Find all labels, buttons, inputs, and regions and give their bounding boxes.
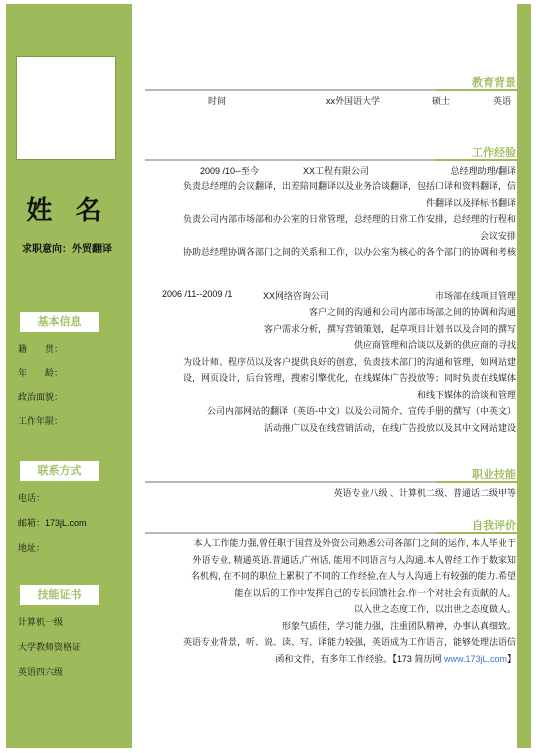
self-eval-title: 自我评价 xyxy=(472,520,516,532)
education-title: 教育背景 xyxy=(472,77,516,89)
right-accent-bar xyxy=(517,4,531,748)
section-rule-accent xyxy=(437,532,517,534)
job2-position: 市场部在线项目管理 xyxy=(434,291,516,301)
contact-title: 联系方式 xyxy=(20,461,99,481)
job2-period: 2006 /11--2009 /1 xyxy=(162,289,233,299)
work-title: 工作经验 xyxy=(472,147,516,159)
contact-phone: 电话： xyxy=(18,493,46,503)
site-link[interactable]: www.173jL.com xyxy=(443,653,507,664)
basic-info-title: 基本信息 xyxy=(20,312,99,332)
skills-title: 职业技能 xyxy=(472,469,516,481)
skills-text: 英语专业八级 、计算机二级、普通话二级甲等 xyxy=(333,488,516,498)
basic-work-years: 工作年限： xyxy=(18,416,64,426)
job-objective: 求职意向：外贸翻译 xyxy=(22,244,112,255)
basic-age: 年 龄： xyxy=(18,368,64,378)
photo-placeholder xyxy=(16,56,116,160)
job1-period: 2009 /10--至今 xyxy=(200,166,260,176)
cert-item: 英语四六级 xyxy=(18,667,64,677)
cert-item: 大学教师资格证 xyxy=(18,642,82,652)
job1-duties: 负责总经理的会议翻译，出差陪同翻译以及业务洽谈翻译，包括口译和资料翻译，信 件翻译以及择标书翻译 负责公司内部市场部和办公室的日常管理，总经理的日常工作安排，总经理的行程和 会议安排 协助总经理协调各部门之间的关系和工作，以办公室为核心的各个部门的协调和考核 xyxy=(182,181,516,257)
edu-time: 时间 xyxy=(208,96,227,106)
edu-school: xx外国语大学 xyxy=(326,96,381,106)
job2-company: XX网络咨询公司 xyxy=(263,291,330,301)
edu-major: 英语 xyxy=(493,96,512,106)
candidate-name: 姓 名 xyxy=(26,195,110,225)
basic-political: 政治面貌： xyxy=(18,392,64,402)
job1-position: 总经理助理/翻译 xyxy=(450,166,516,176)
cert-title: 技能证书 xyxy=(20,585,99,605)
job2-duties: 客户之间的沟通和公司内部市场部之间的协调和沟通 客户需求分析，撰写营销策划，起草项目计划书以及合同的撰写 供应商管理和洽谈以及新的供应商的寻找 为设计师、程序员以及客户提供良好的创意，负责技术部门的沟通和管理，如网站建 设，网页设计，后台管理，搜索引擎优化，在线媒体广告投放等；同时负责在线媒体 和线下媒体的洽谈和管理 公司内部网站的翻译（英语-中文）以及公司简介、宣传手册的撰写（中英文） 活动推广以及在线营销活动，在线广告投放以及其中文网站建设 xyxy=(182,307,516,433)
section-rule-accent xyxy=(437,89,517,91)
edu-degree: 硕士 xyxy=(432,96,451,106)
section-rule-accent xyxy=(437,159,517,161)
cert-item: 计算机一级 xyxy=(18,617,64,627)
contact-address: 地址： xyxy=(18,543,46,553)
job1-company: XX工程有限公司 xyxy=(303,166,370,176)
basic-hometown: 籍 贯： xyxy=(18,344,64,354)
section-rule-accent xyxy=(437,481,517,483)
contact-email: 邮箱：173jL.com xyxy=(18,518,87,528)
self-eval-text: 本人工作能力强,曾任职于国营及外资公司熟悉公司各部门之间的运作, 本人毕业于 外语专业, 精通英语.普通话,广州话, 能用不同语言与人沟通.本人曾经工作于数家知 名机构, 在不同的职位上累积了不同的工作经验,在人与人沟通上有较强的能力.希望 能在以后的工作中发挥自己的专长回馈社会.作一个对社会有贡献的人。 以入世之态度工作，以出世之态度做人。 形象气质佳，学习能力强，注重团队精神，办事认真细致。 英语专业背景，听、说、读、写、译能力较强，英语成为工作语言，能够处理法语信 函和文件，有多年工作经验。【173 简历网 www.173jL.com】 xyxy=(182,538,516,664)
